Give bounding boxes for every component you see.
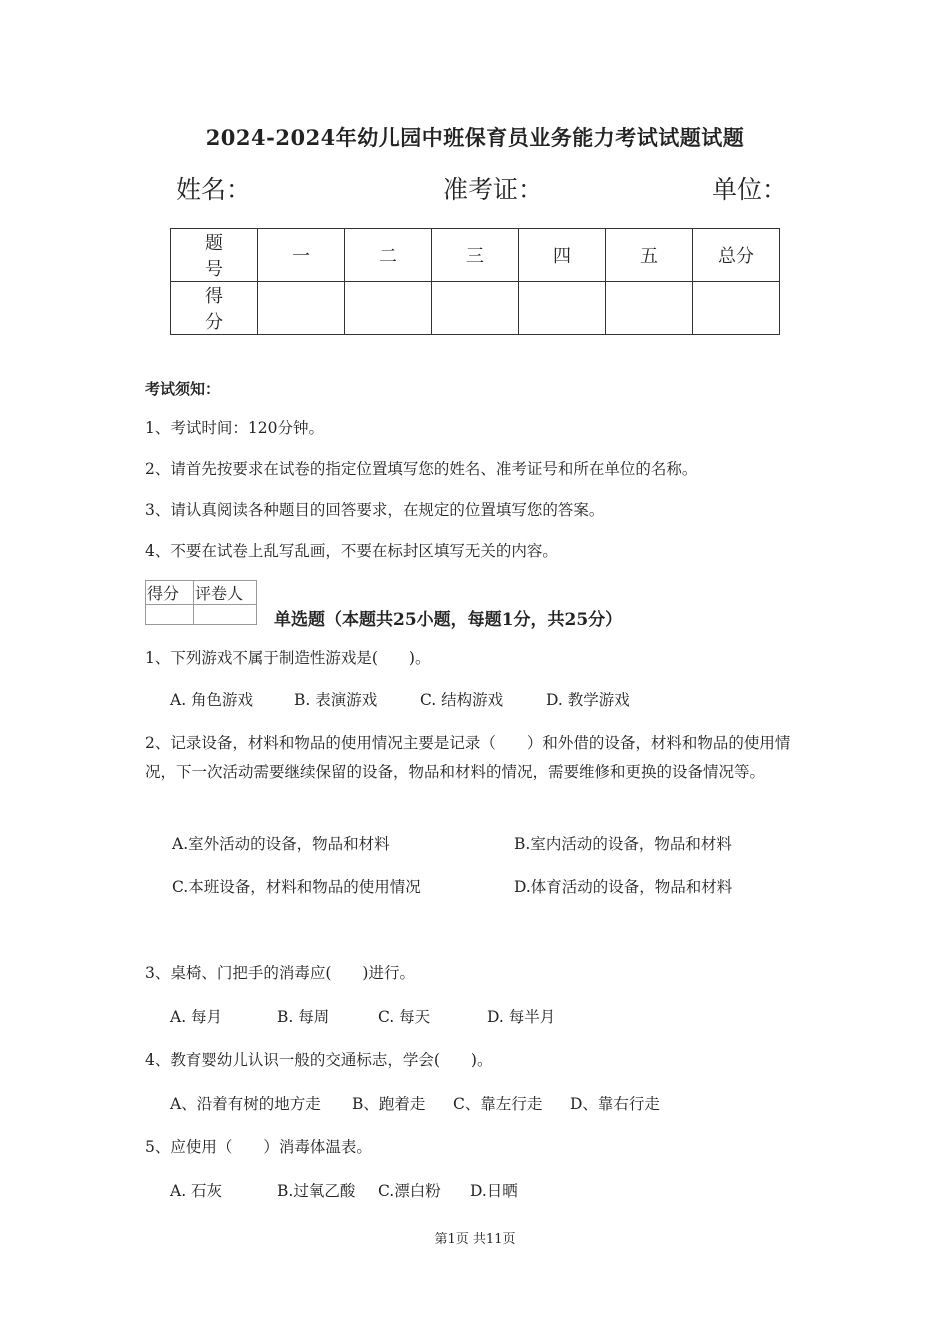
question-3-option-c: C. 每天 bbox=[378, 1008, 431, 1026]
question-4-option-c: C、靠左行走 bbox=[453, 1095, 543, 1113]
score-col-1: 一 bbox=[258, 229, 345, 282]
question-2-option-a: A.室外活动的设备，物品和材料 bbox=[172, 835, 390, 853]
question-number-label: 题 号 bbox=[171, 229, 258, 282]
question-1-option-d: D. 教学游戏 bbox=[546, 691, 630, 709]
note-item: 3、请认真阅读各种题目的回答要求，在规定的位置填写您的答案。 bbox=[145, 501, 605, 519]
note-item: 4、不要在试卷上乱写乱画，不要在标封区填写无关的内容。 bbox=[145, 542, 558, 560]
grader-score-cell[interactable] bbox=[146, 605, 194, 625]
question-1-stem: 1、下列游戏不属于制造性游戏是( )。 bbox=[145, 649, 431, 667]
score-table-header-row bbox=[171, 229, 780, 282]
note-item: 2、请首先按要求在试卷的指定位置填写您的姓名、准考证号和所在单位的名称。 bbox=[145, 460, 698, 478]
question-4-option-b: B、跑着走 bbox=[352, 1095, 426, 1113]
exam-number-label: 准考证： bbox=[443, 175, 544, 204]
question-2-option-b: B.室内活动的设备，物品和材料 bbox=[514, 835, 732, 853]
score-table bbox=[170, 228, 780, 335]
score-cell-total[interactable] bbox=[693, 282, 780, 335]
question-4-option-d: D、靠右行走 bbox=[570, 1095, 660, 1113]
score-cell-5[interactable] bbox=[606, 282, 693, 335]
question-3-option-a: A. 每月 bbox=[170, 1008, 223, 1026]
note-item: 1、考试时间：120分钟。 bbox=[145, 419, 324, 437]
score-col-2: 二 bbox=[345, 229, 432, 282]
unit-label: 单位： bbox=[712, 175, 788, 204]
section-title: 单选题（本题共25小题，每题1分，共25分） bbox=[274, 610, 623, 630]
score-col-total: 总分 bbox=[693, 229, 780, 282]
grader-name-label: 评卷人 bbox=[194, 581, 257, 605]
question-5-option-c: C.漂白粉 bbox=[378, 1182, 441, 1200]
question-1-option-c: C. 结构游戏 bbox=[420, 691, 504, 709]
grader-score-label: 得分 bbox=[146, 581, 194, 605]
exam-title: 2024-2024年幼儿园中班保育员业务能力考试试题试题 bbox=[205, 125, 745, 150]
score-col-5: 五 bbox=[606, 229, 693, 282]
notes-heading: 考试须知： bbox=[145, 380, 221, 398]
question-1-option-b: B. 表演游戏 bbox=[294, 691, 378, 709]
question-5-option-a: A. 石灰 bbox=[170, 1182, 223, 1200]
question-5-option-b: B.过氧乙酸 bbox=[277, 1182, 356, 1200]
question-2-option-d: D.体育活动的设备，物品和材料 bbox=[514, 878, 733, 896]
question-2-stem: 2、记录设备，材料和物品的使用情况主要是记录（ ）和外借的设备，材料和物品的使用情况，下一次活动需要继续保留的设备，物品和材料的情况，需要维修和更换的设备情况等。 bbox=[145, 734, 791, 781]
grader-name-cell[interactable] bbox=[194, 605, 257, 625]
name-label: 姓名： bbox=[176, 175, 252, 204]
question-4-option-a: A、沿着有树的地方走 bbox=[170, 1095, 321, 1113]
question-3-option-b: B. 每周 bbox=[277, 1008, 330, 1026]
question-1-option-a: A. 角色游戏 bbox=[170, 691, 254, 709]
question-3-option-d: D. 每半月 bbox=[487, 1008, 556, 1026]
score-table-score-row bbox=[171, 282, 780, 335]
score-cell-3[interactable] bbox=[432, 282, 519, 335]
question-3-stem: 3、桌椅、门把手的消毒应( )进行。 bbox=[145, 964, 415, 982]
question-4-stem: 4、教育婴幼儿认识一般的交通标志，学会( )。 bbox=[145, 1051, 493, 1069]
question-5-stem: 5、应使用（ ）消毒体温表。 bbox=[145, 1138, 372, 1156]
score-col-4: 四 bbox=[519, 229, 606, 282]
page-footer: 第1页 共11页 bbox=[434, 1232, 516, 1247]
score-col-3: 三 bbox=[432, 229, 519, 282]
score-cell-4[interactable] bbox=[519, 282, 606, 335]
question-5-option-d: D.日晒 bbox=[470, 1182, 518, 1200]
score-cell-1[interactable] bbox=[258, 282, 345, 335]
grader-box bbox=[145, 580, 257, 625]
question-2-option-c: C.本班设备，材料和物品的使用情况 bbox=[172, 878, 421, 896]
score-cell-2[interactable] bbox=[345, 282, 432, 335]
score-label: 得 分 bbox=[171, 282, 258, 335]
